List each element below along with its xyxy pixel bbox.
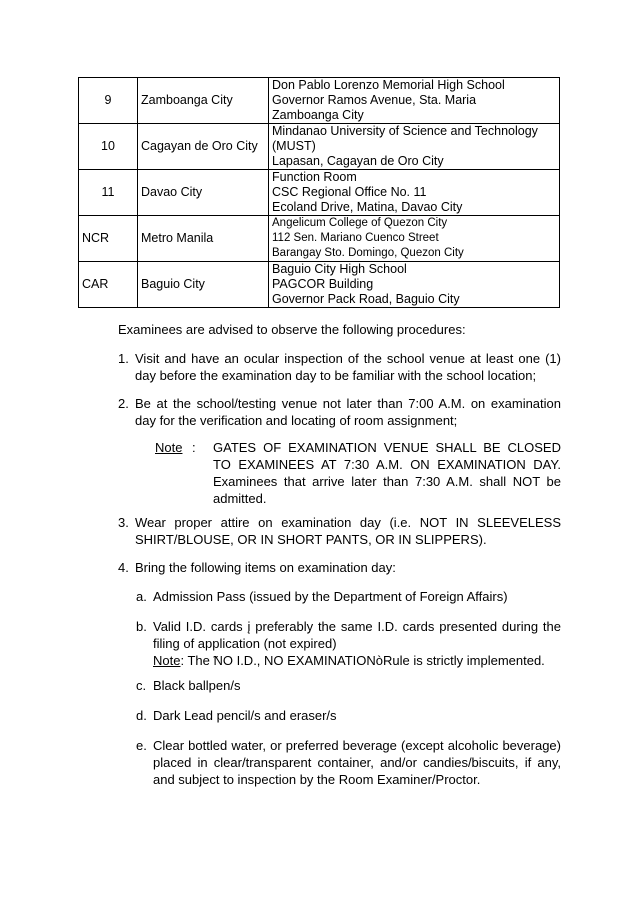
region-cell: 10 bbox=[79, 124, 138, 170]
city-cell: Davao City bbox=[138, 170, 269, 216]
region-cell: CAR bbox=[79, 262, 138, 308]
item-letter: e. bbox=[136, 738, 147, 753]
venue-line: Function Room bbox=[272, 170, 357, 184]
item-note bbox=[153, 652, 561, 669]
venue-cell bbox=[269, 170, 560, 216]
gate-note bbox=[155, 439, 561, 507]
venue-cell bbox=[269, 124, 560, 170]
item-note-label: Note bbox=[153, 653, 181, 668]
city-cell: Metro Manila bbox=[138, 216, 269, 262]
item-text: Black ballpen/s bbox=[153, 678, 241, 693]
procedure-item bbox=[118, 514, 561, 548]
procedure-text: Bring the following items on examination day: bbox=[135, 560, 396, 575]
venue-line: 112 Sen. Mariano Cuenco Street bbox=[272, 232, 439, 244]
table-row bbox=[79, 262, 560, 308]
city-cell: Zamboanga City bbox=[138, 78, 269, 124]
venue-line: Mindanao University of Science and Technology bbox=[272, 124, 538, 138]
procedure-text: Be at the school/testing venue not later than 7:00 A.M. on examination day for the verification and locating of room assignment; bbox=[135, 396, 561, 428]
venue-line: Ecoland Drive, Matina, Davao City bbox=[272, 200, 463, 214]
procedure-number: 1. bbox=[118, 351, 129, 366]
venue-line: Barangay Sto. Domingo, Quezon City bbox=[272, 247, 464, 259]
venue-line: CSC Regional Office No. 11 bbox=[272, 185, 427, 199]
table-row bbox=[79, 124, 560, 170]
procedure-item bbox=[118, 559, 561, 576]
region-cell: NCR bbox=[79, 216, 138, 262]
list-item bbox=[136, 588, 561, 605]
venue-cell bbox=[269, 78, 560, 124]
venue-line: Baguio City High School bbox=[272, 262, 407, 276]
list-item bbox=[136, 737, 561, 788]
list-item bbox=[136, 677, 561, 694]
venue-cell bbox=[269, 216, 560, 262]
venue-line: Lapasan, Cagayan de Oro City bbox=[272, 154, 444, 168]
table-row bbox=[79, 170, 560, 216]
item-note-text: : The ̃NO I.D., NO EXAMINATIONòRule is strictly implemented. bbox=[180, 653, 545, 668]
item-text: Clear bottled water, or preferred beverage (except alcoholic beverage) placed in clear/transparent container, and/or candies/biscuits, if any, and subject to inspection by the Room Examiner/Proctor. bbox=[153, 738, 561, 787]
table-row bbox=[79, 216, 560, 262]
procedure-item bbox=[118, 395, 561, 429]
venue-line: (MUST) bbox=[272, 139, 316, 153]
region-cell: 11 bbox=[79, 170, 138, 216]
procedure-item bbox=[118, 350, 561, 384]
item-text: Valid I.D. cards į preferably the same I.D. cards presented during the filing of application (not expired) bbox=[153, 619, 561, 651]
item-text: Admission Pass (issued by the Department of Foreign Affairs) bbox=[153, 589, 508, 604]
list-item bbox=[136, 707, 561, 724]
venue-line: PAGCOR Building bbox=[272, 277, 374, 291]
venue-cell bbox=[269, 262, 560, 308]
item-text: Dark Lead pencil/s and eraser/s bbox=[153, 708, 337, 723]
city-cell: Cagayan de Oro City bbox=[138, 124, 269, 170]
venue-table bbox=[78, 77, 560, 308]
item-letter: b. bbox=[136, 619, 147, 634]
note-text: GATES OF EXAMINATION VENUE SHALL BE CLOSED TO EXAMINEES AT 7:30 A.M. ON EXAMINATION DAY. Examinees that arrive later than 7:30 A.M. shall NOT be admitted. bbox=[213, 440, 561, 506]
note-colon: : bbox=[192, 440, 196, 455]
venue-line: Governor Ramos Avenue, Sta. Maria bbox=[272, 93, 477, 107]
venue-line: Don Pablo Lorenzo Memorial High School bbox=[272, 78, 505, 92]
region-cell: 9 bbox=[79, 78, 138, 124]
venue-line: Governor Pack Road, Baguio City bbox=[272, 292, 460, 306]
procedure-text: Visit and have an ocular inspection of the school venue at least one (1) day before the examination day to be familiar with the school location; bbox=[135, 351, 561, 383]
item-letter: a. bbox=[136, 589, 147, 604]
procedure-number: 2. bbox=[118, 396, 129, 411]
procedure-text: Wear proper attire on examination day (i.e. NOT IN SLEEVELESS SHIRT/BLOUSE, OR IN SHORT PANTS, OR IN SLIPPERS). bbox=[135, 515, 561, 547]
item-letter: c. bbox=[136, 678, 147, 693]
procedures-intro: Examinees are advised to observe the following procedures: bbox=[118, 322, 466, 337]
procedure-number: 4. bbox=[118, 560, 129, 575]
item-letter: d. bbox=[136, 708, 147, 723]
note-label: Note bbox=[155, 440, 183, 455]
venue-line: Angelicum College of Quezon City bbox=[272, 217, 448, 229]
table-row bbox=[79, 78, 560, 124]
city-cell: Baguio City bbox=[138, 262, 269, 308]
venue-line: Zamboanga City bbox=[272, 108, 364, 122]
procedure-number: 3. bbox=[118, 515, 129, 530]
list-item bbox=[136, 618, 561, 669]
